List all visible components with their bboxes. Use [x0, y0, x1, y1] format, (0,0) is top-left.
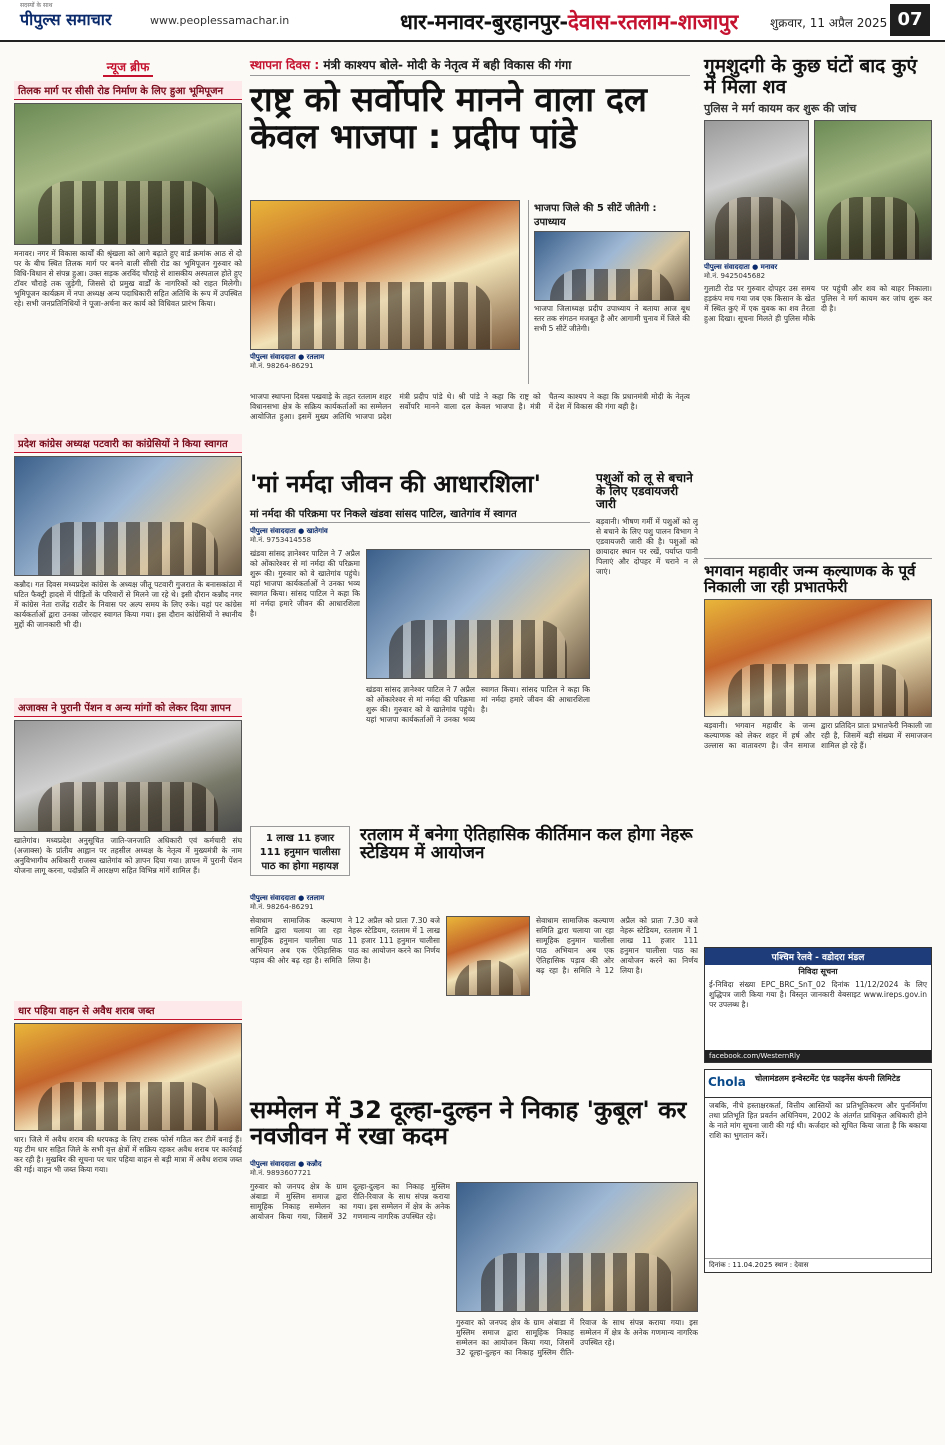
logo-tagline: सदस्यों के साथ	[20, 2, 53, 9]
lead-headline: राष्ट्र को सर्वोपरि मानने वाला दल केवल भाजपा : प्रदीप पांडे	[250, 80, 647, 157]
nikah-mobile: मो.नं. 9893607721	[250, 1169, 312, 1177]
nikah-body: गुरुवार को जनपद क्षेत्र के ग्राम अंबाडा में मुस्लिम समाज द्वारा सामूहिक निकाह सम्मेलन का आयोजन किया गया, जिसमें 32 दूल्हा-दुल्हन का निकाह मुस्लिम रीति-रिवाज के साथ संपन्न कराया गया। इस सम्मेलन में क्षेत्र के अनेक गणमान्य नागरिक उपस्थित रहे।	[250, 1182, 450, 1221]
kicker-label: स्थापना दिवस :	[250, 58, 320, 72]
chola-body: जबकि, नीचे हस्ताक्षरकर्ता, वित्तीय आस्तियों का प्रतिभूतिकरण और पुनर्निर्माण तथा प्रतिभूति हित प्रवर्तन अधिनियम, 2002 के अंतर्गत प्राधिकृत अधिकारी होने के नाते मांग सूचना जारी की गई थी। कर्जदार को सूचित किया जाता है कि बकाया राशि का भुगतान करें।	[709, 1101, 927, 1141]
chalisa-photo	[446, 916, 530, 996]
brief-photo-4	[14, 1023, 242, 1131]
issue-date: शुक्रवार, 11 अप्रैल 2025	[770, 16, 888, 30]
brief-headline-2: प्रदेश कांग्रेस अध्यक्ष पटवारी का कांग्रेसियों ने किया स्वागत	[14, 434, 242, 453]
railway-ad-sub: निविदा सूचना	[798, 967, 838, 977]
railway-ad	[704, 947, 932, 1063]
brief-photo-2	[14, 456, 242, 576]
mahavir-body: बड़वानी। भगवान महावीर के जन्म कल्याणक को लेकर शहर में हर्ष और उल्लास का वातावरण है। जैन समाज द्वारा प्रतिदिन प्रातः प्रभातफेरी निकाली जा रही है, जिसमें बड़ी संख्या में समाजजन शामिल हो रहे हैं।	[704, 721, 932, 751]
railway-ad-body: ई-निविदा संख्या EPC_BRC_SnT_02 दिनांक 11/12/2024 के लिए शुद्धिपत्र जारी किया गया है। विस्तृत जानकारी वेबसाइट www.ireps.gov.in पर उपलब्ध है।	[709, 980, 927, 1010]
nikah-photo	[456, 1182, 698, 1312]
narmada-body: खंडवा सांसद ज्ञानेश्वर पाटिल ने 7 अप्रैल को ओंकारेश्वर से मां नर्मदा की परिक्रमा शुरू की। गुरुवार को वे खातेगांव पहुंचे। यहां भाजपा कार्यकर्ताओं ने उनका भव्य स्वागत किया। सांसद पाटिल ने कहा कि मां नर्मदा हमारे जीवन की आधारशिला है।	[250, 548, 360, 618]
chola-logo: Chola	[708, 1075, 746, 1090]
brief-body-1: मनावर। नगर में विकास कार्यों की श्रृंखला को आगे बढ़ाते हुए वार्ड क्रमांक आठ से दो पर के बीच स्थित तिलक मार्ग पर बनने वाली सीसी रोड का भूमिपूजन गुरुवार को विधि-विधान से संपन्न हुआ। उक्त सड़क अरविंद चौराहे से शासकीय अस्पताल होते हुए टॉवर चौराहे तक जुड़ेगी, जिससे दो प्रमुख वार्डों के नागरिकों को राहत मिलेगी। भूमिपूजन कार्यक्रम में नपा अध्यक्ष अन्य पदाधिकारी सहित अतिथि के रूप में उपस्थित रहे। सभी जनप्रतिनिधियों ने पूजा-अर्चना कर कार्य को विधिवत प्रारंभ किया।	[14, 249, 242, 308]
nikah-body-cont: गुरुवार को जनपद क्षेत्र के ग्राम अंबाडा में मुस्लिम समाज द्वारा सामूहिक निकाह सम्मेलन का आयोजन किया गया, जिसमें 32 दूल्हा-दुल्हन का निकाह मुस्लिम रीति-रिवाज के साथ संपन्न कराया गया। इस सम्मेलन में क्षेत्र के अनेक गणमान्य नागरिक उपस्थित रहे।	[456, 1318, 698, 1357]
region-title-part1: धार-मनावर-बुरहानपुर-	[400, 10, 568, 34]
chalisa-side-box: 1 लाख 11 हजार 111 हनुमान चालीसा पाठ का होगा महायज्ञ	[250, 826, 350, 876]
missing-body-headline: गुमशुदगी के कुछ घंटों बाद कुएं में मिला शव	[704, 55, 917, 98]
railway-ad-footer: facebook.com/WesternRly	[705, 1050, 931, 1062]
missing-body-byline: पीपुल्स संवाददाता ● मनावर	[704, 263, 778, 272]
chola-notice	[704, 1069, 932, 1273]
lead-body: भाजपा स्थापना दिवस पखवाड़े के तहत रतलाम शहर विधानसभा क्षेत्र के सक्रिय कार्यकर्ताओं का सम्मेलन आयोजित हुआ। इसमें मुख्य अतिथि भाजपा प्रदेश मंत्री प्रदीप पांडे थे। श्री पांडे ने कहा कि राष्ट्र को सर्वोपरि मानने वाला दल केवल भाजपा है। मंत्री चैतन्य काश्यप ने कहा कि प्रधानमंत्री मोदी के नेतृत्व में देश में विकास की गंगा बही है।	[250, 392, 690, 421]
brief-headline-3: अजाक्स ने पुरानी पेंशन व अन्य मांगों को लेकर दिया ज्ञापन	[14, 698, 242, 717]
brief-body-2: कन्नौद। गत दिवस मध्यप्रदेश कांग्रेस के अध्यक्ष जीतू पटवारी गुजरात के बनासकांठा में घटित फैक्ट्री हादसे में पीड़ितों के परिवारों से मिलने जा रहे थे। इसी दौरान कन्नौद नगर में कांग्रेस नेता राजेंद्र राठौर के निवास पर अल्प समय के लिए रुके। यहां पर कांग्रेस कार्यकर्ताओं द्वारा उनका जोरदार स्वागत किया गया। इस दौरान कांग्रेसियों ने स्थानीय मुद्दों की जानकारी भी दी।	[14, 580, 242, 629]
story-chalisa	[250, 826, 698, 1086]
pashu-body: बड़वानी। भीषण गर्मी में पशुओं को लू से बचाने के लिए पशु पालन विभाग ने एडवायजरी जारी की है। पशुओं को छायादार स्थान पर रखें, पर्याप्त पानी पिलाएं और दोपहर में चराने न ले जाएं।	[596, 516, 698, 576]
missing-body-deck: पुलिस ने मर्ग कायम कर शुरू की जांच	[704, 102, 857, 116]
brief-body-4: धार। जिले में अवैध शराब की धरपकड़ के लिए टास्क फोर्स गठित कर टीमें बनाई हैं। यह टीम धार सहित जिले के सभी वृत्त क्षेत्रों में सक्रिय रहकर अवैध शराब पर कार्रवाई कर रही है। मुखबिर की सूचना पर चार पहिया वाहन से बड़ी मात्रा में अवैध शराब जब्त की गई। वाहन भी जब्त किया गया।	[14, 1135, 242, 1174]
pashu-headline: पशुओं को लू से बचाने के लिए एडवायजरी जारी	[596, 471, 693, 511]
brief-photo-1	[14, 103, 242, 245]
sidebar-headline: भाजपा जिले की 5 सीटें जीतेगी : उपाध्याय	[534, 203, 657, 228]
sidebar-body: भाजपा जिलाध्यक्ष प्रदीप उपाध्याय ने बताया आज बूथ स्तर तक संगठन मजबूत है और आगामी चुनाव में जिले की सभी 5 सीटें जीतेगी।	[534, 304, 690, 333]
news-brief-tag: न्यूज ब्रीफ	[103, 58, 154, 77]
center-column	[250, 56, 690, 532]
chola-footer: दिनांक : 11.04.2025 स्थान : देवास	[705, 1258, 931, 1272]
chalisa-headline: रतलाम में बनेगा ऐतिहासिक कीर्तिमान कल होगा नेहरू स्टेडियम में आयोजन	[360, 825, 693, 864]
brief-headline-1: तिलक मार्ग पर सीसी रोड निर्माण के लिए हुआ भूमिपूजन	[14, 81, 242, 100]
chola-title: चोलामंडलम इन्वेस्टमेंट एंड फाइनेंस कंपनी लिमिटेड	[755, 1074, 901, 1084]
nikah-headline: सम्मेलन में 32 दूल्हा-दुल्हन ने निकाह 'कुबूल' कर नवजीवन में रखा कदम	[250, 1096, 687, 1150]
right-column	[704, 56, 932, 1273]
chalisa-body-cont: सेवाधाम सामाजिक कल्याण समिति द्वारा चलाया जा रहा सामूहिक हनुमान चालीसा पाठ अभियान अब एक ऐतिहासिक पड़ाव की ओर बढ़ रहा है। समिति ने 12 अप्रैल को प्रातः 7.30 बजे नेहरू स्टेडियम, रतलाम में 1 लाख 11 हजार 111 हनुमान चालीसा पाठ का आयोजन करने का निर्णय लिया है।	[536, 916, 698, 975]
kicker	[250, 56, 690, 76]
missing-body-portrait	[704, 120, 809, 260]
region-title	[400, 8, 738, 36]
chalisa-mobile: मो.नं. 98264-86291	[250, 903, 314, 911]
story-pashu	[596, 472, 698, 817]
chalisa-byline: पीपुल्स संवाददाता ● रतलाम	[250, 894, 325, 902]
region-title-part2: देवास-रतलाम-शाजापुर	[567, 10, 738, 34]
narmada-body-cont: खंडवा सांसद ज्ञानेश्वर पाटिल ने 7 अप्रैल को ओंकारेश्वर से मां नर्मदा की परिक्रमा शुरू की। गुरुवार को वे खातेगांव पहुंचे। यहां भाजपा कार्यकर्ताओं ने उनका भव्य स्वागत किया। सांसद पाटिल ने कहा कि मां नर्मदा हमारे जीवन की आधारशिला है।	[366, 684, 590, 724]
mahavir-headline: भगवान महावीर जन्म कल्याणक के पूर्व निकाली जा रही प्रभातफेरी	[704, 562, 916, 597]
lead-photo	[250, 200, 520, 350]
lead-byline: पीपुल्स संवाददाता ● रतलाम	[250, 353, 325, 361]
story-nikah	[250, 1098, 698, 1432]
left-column	[14, 56, 242, 1285]
story-narmada	[250, 472, 590, 809]
narmada-byline: पीपुल्स संवाददाता ● खातेगांव	[250, 526, 328, 535]
railway-ad-title: पश्चिम रेलवे - वडोदरा मंडल	[705, 948, 931, 965]
site-url: www.peoplessamachar.in	[150, 14, 290, 27]
masthead	[0, 0, 945, 42]
narmada-headline: 'मां नर्मदा जीवन की आधारशिला'	[250, 470, 541, 498]
page-number: 07	[890, 4, 930, 36]
sidebar-photo	[534, 231, 690, 301]
brief-photo-3	[14, 720, 242, 832]
well-photo	[814, 120, 932, 260]
lead-mobile: मो.नं. 98264-86291	[250, 362, 314, 370]
kicker-text: मंत्री काश्यप बोले- मोदी के नेतृत्व में बही विकास की गंगा	[323, 58, 572, 72]
brief-headline-4: धार पहिया वाहन से अवैध शराब जब्त	[14, 1001, 242, 1020]
missing-body-mobile: मो.नं. 9425045682	[704, 272, 766, 281]
mahavir-photo	[704, 599, 932, 717]
nikah-byline: पीपुल्स संवाददाता ● कन्नौद	[250, 1160, 322, 1168]
chalisa-body: सेवाधाम सामाजिक कल्याण समिति द्वारा चलाया जा रहा सामूहिक हनुमान चालीसा पाठ अभियान अब एक ऐतिहासिक पड़ाव की ओर बढ़ रहा है। समिति ने 12 अप्रैल को प्रातः 7.30 बजे नेहरू स्टेडियम, रतलाम में 1 लाख 11 हजार 111 हनुमान चालीसा पाठ का आयोजन करने का निर्णय लिया है।	[250, 916, 440, 965]
narmada-mobile: मो.नं. 9753414558	[250, 535, 312, 544]
narmada-photo	[366, 549, 590, 679]
brief-body-3: खातेगांव। मध्यप्रदेश अनुसूचित जाति-जनजाति अधिकारी एवं कर्मचारी संघ (अजाक्स) के प्रांतीय आह्वान पर तहसील अध्यक्ष के नेतृत्व में मुख्यमंत्री के नाम अनुविभागीय अधिकारी राजस्व खातेगांव को ज्ञापन दिया गया। ज्ञापन में पुरानी पेंशन योजना लागू करना, पदोन्नति में आरक्षण सहित विभिन्न मांगें शामिल हैं।	[14, 836, 242, 875]
narmada-deck: मां नर्मदा की परिक्रमा पर निकले खंडवा सांसद पाटिल, खातेगांव में स्वागत	[250, 506, 590, 523]
newspaper-logo: पीपुल्स समाचार	[20, 10, 112, 29]
missing-body-body: गुलाटी रोड पर गुरुवार दोपहर उस समय हड़कंप मच गया जब एक किसान के खेत में स्थित कुएं में एक युवक का शव तैरता हुआ दिखा। सूचना मिलते ही पुलिस मौके पर पहुंची और शव को बाहर निकाला। पुलिस ने मर्ग कायम कर जांच शुरू कर दी है।	[704, 284, 932, 324]
